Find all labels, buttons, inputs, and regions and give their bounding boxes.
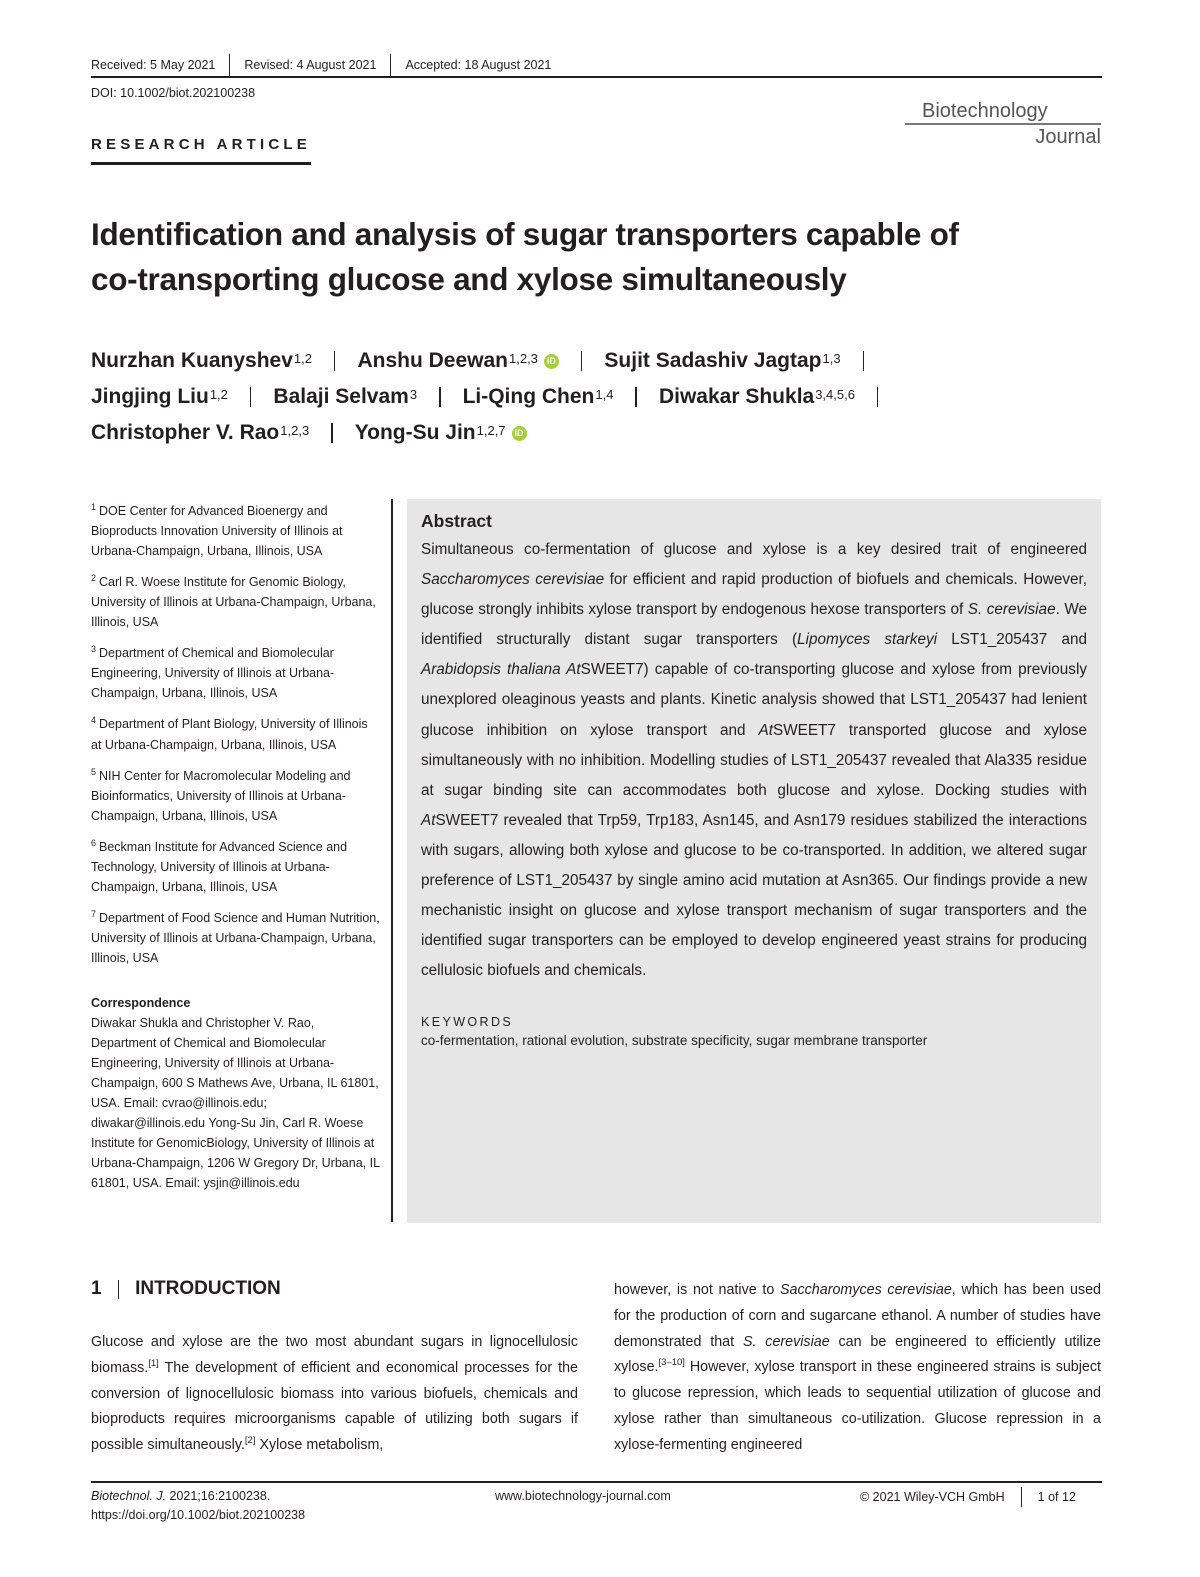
body-run: however, is not native to xyxy=(614,1282,781,1298)
keywords-heading: KEYWORDS xyxy=(421,1015,514,1030)
abstract-run: . We identified structurally distant sugar transporters ( xyxy=(421,601,1088,649)
footer-right xyxy=(860,1487,1076,1507)
author-affil-sup: 1,4 xyxy=(595,387,614,402)
body-run: Glucose and xylose are the two most abundant sugars in lignocellulosic biomass. xyxy=(91,1334,578,1376)
body-run: However, xylose transport in these engineered strains is subject to glucose repression, which leads to sequential utilization of glucose and xylose rather than simultaneous co-utilization. Glucose repression in a xylose-fermenting engineered xyxy=(614,1359,1101,1453)
revised-date: Revised: 4 August 2021 xyxy=(244,58,377,72)
abstract-box xyxy=(407,499,1101,1223)
author-name[interactable]: Jingjing Liu xyxy=(91,385,209,408)
author-row xyxy=(91,343,1101,379)
header-rule xyxy=(91,76,1102,78)
divider xyxy=(439,387,441,407)
body-run: Xylose metabolism, xyxy=(255,1437,384,1454)
affiliation-text: DOE Center for Advanced Bioenergy and Bioproducts Innovation University of Illinois at Urbana-Champaign, Urbana, Illinois, USA xyxy=(91,504,343,559)
abstract-italic: Saccharomyces cerevisiae xyxy=(421,571,605,589)
abstract-italic: Lipomyces starkeyi xyxy=(797,631,938,649)
affiliation-number: 3 xyxy=(91,644,97,655)
affiliation-number: 4 xyxy=(91,715,97,726)
abstract-italic: Arabidopsis thaliana At xyxy=(421,661,581,679)
title-line: co-transporting glucose and xylose simultaneously xyxy=(91,261,847,297)
author-name[interactable]: Balaji Selvam xyxy=(273,385,409,408)
affiliation xyxy=(91,762,381,826)
divider xyxy=(635,387,637,407)
abstract-run: LST1_205437 and xyxy=(937,631,1087,649)
author-affil-sup: 1,2 xyxy=(293,351,312,366)
author-name[interactable]: Li-Qing Chen xyxy=(462,385,595,408)
section-title: INTRODUCTION xyxy=(135,1278,281,1299)
received-date: Received: 5 May 2021 xyxy=(91,58,216,72)
divider xyxy=(331,423,333,443)
author-affil-sup: 1,2,3 xyxy=(280,423,310,438)
correspondence-heading: Correspondence xyxy=(91,996,191,1011)
body-run: , which has been used for the production of corn and sugarcane ethanol. A number of studies have demonstrated that xyxy=(614,1282,1101,1350)
affiliation-number: 6 xyxy=(91,837,97,848)
article-type-underline xyxy=(91,162,311,165)
abstract-run: SWEET7 transported glucose and xylose simultaneously with no inhibition. Modelling studies of LST1_205437 revealed that Ala335 residue at sugar binding site can accommodates both glucose and xylose. Docking studies with xyxy=(421,721,1087,799)
journal-abbrev: Biotechnol. J. xyxy=(91,1489,167,1503)
logo-word-1: Biotechnology xyxy=(922,100,1048,122)
citation-ref[interactable]: [1] xyxy=(148,1358,159,1370)
affiliations xyxy=(91,497,381,1193)
body-run: can be engineered to efficiently utilize xylose. xyxy=(614,1333,1101,1376)
correspondence xyxy=(91,993,381,1193)
page-number: 1 of 12 xyxy=(1037,1489,1076,1504)
author-affil-sup: 3,4,5,6 xyxy=(815,387,855,402)
author-row xyxy=(91,415,1101,451)
intro-column-left xyxy=(91,1330,578,1459)
affiliation-number: 1 xyxy=(91,502,97,512)
section-number: 1 xyxy=(91,1278,102,1299)
divider xyxy=(390,54,391,76)
citation-ref[interactable]: [2] xyxy=(244,1435,256,1447)
author-affil-sup: 1,2,7 xyxy=(476,423,506,438)
author-affil-sup: 1,2 xyxy=(209,387,228,402)
footer-rule xyxy=(91,1481,1102,1483)
divider xyxy=(863,351,865,371)
orcid-icon[interactable]: iD xyxy=(544,354,559,369)
author-name[interactable]: Sujit Sadashiv Jagtap xyxy=(604,349,822,372)
author-name[interactable]: Nurzhan Kuanyshev xyxy=(91,349,293,372)
author-affil-sup: 1,2,3 xyxy=(509,351,538,366)
keywords-text: co-fermentation, rational evolution, substrate specificity, sugar membrane transporter xyxy=(421,1033,928,1049)
affiliation-text: NIH Center for Macromolecular Modeling and Bioinformatics, University of Illinois at Urbana-Champaign, Urbana, Illinois, USA xyxy=(91,768,351,823)
logo-bar xyxy=(905,123,1101,125)
affiliation-text: Beckman Institute for Advanced Science and Technology, University of Illinois at Urbana-Champaign, Urbana, Illinois, USA xyxy=(91,839,348,894)
affiliation-number: 7 xyxy=(91,908,97,919)
author-row xyxy=(91,379,1101,415)
body-italic: S. cerevisiae xyxy=(742,1333,830,1350)
logo-word-2: Journal xyxy=(1035,126,1101,148)
citation-details: 2021;16:2100238. xyxy=(166,1489,271,1503)
divider xyxy=(250,387,252,407)
abstract-italic: At xyxy=(421,811,436,829)
affiliation-text: Department of Chemical and Biomolecular Engineering, University of Illinois at Urbana-Champaign, Urbana, Illinois, USA xyxy=(91,646,335,701)
copyright: © 2021 Wiley-VCH GmbH xyxy=(860,1489,1005,1504)
body-italic: Saccharomyces cerevisiae xyxy=(780,1282,952,1298)
affiliation xyxy=(91,833,381,897)
abstract-run: for efficient and rapid production of biofuels and chemicals. However, glucose strongly inhibits xylose transport by endogenous hexose transporters of xyxy=(421,571,1087,619)
divider xyxy=(581,351,583,371)
article-dates xyxy=(91,54,551,76)
author-list xyxy=(91,343,1101,451)
divider xyxy=(229,54,230,76)
divider xyxy=(877,387,879,407)
affiliation-number: 5 xyxy=(91,766,97,777)
author-name[interactable]: Anshu Deewan xyxy=(357,349,508,372)
divider xyxy=(334,351,336,371)
author-name[interactable]: Yong-Su Jin xyxy=(354,421,476,444)
correspondence-text: Diwakar Shukla and Christopher V. Rao, Department of Chemical and Biomolecular Engineering, University of Illinois at Urbana-Champaign, 600 S Mathews Ave, Urbana, IL 61801, USA. Email: cvrao@illinois.edu; diwakar@illinois.edu Yong-Su Jin, Carl R. Woese Institute for GenomicBiology, University of Illinois at Urbana-Champaign, 1206 W Gregory Dr, Urbana, IL 61801, USA. Email: ysjin@illinois.edu xyxy=(91,1016,380,1191)
author-affil-sup: 3 xyxy=(409,387,418,402)
intro-column-right xyxy=(614,1278,1101,1459)
abstract-run: Simultaneous co-fermentation of glucose and xylose is a key desired trait of engineered xyxy=(421,541,1087,558)
orcid-icon[interactable]: iD xyxy=(512,426,527,441)
body-run: The development of efficient and economical processes for the conversion of lignocellulosic biomass into various biofuels, chemicals and bioproducts requires microorganisms capable of utilizing both sugars if possible simultaneously. xyxy=(91,1359,578,1454)
affiliation xyxy=(91,568,381,632)
column-divider xyxy=(391,499,393,1222)
divider xyxy=(1021,1487,1022,1507)
abstract-text xyxy=(421,535,1087,986)
affiliation-text: Department of Food Science and Human Nutrition, University of Illinois at Urbana-Champaign, Urbana, Illinois, USA xyxy=(91,911,380,966)
affiliation xyxy=(91,710,381,754)
title-line: Identification and analysis of sugar transporters capable of xyxy=(91,216,959,252)
affiliation-text: Carl R. Woese Institute for Genomic Biology, University of Illinois at Urbana-Champaign, Urbana, Illinois, USA xyxy=(91,575,376,630)
abstract-italic: At xyxy=(758,721,773,739)
affiliation xyxy=(91,639,381,703)
article-title xyxy=(91,212,1091,302)
author-name[interactable]: Diwakar Shukla xyxy=(658,385,815,408)
doi: DOI: 10.1002/biot.202100238 xyxy=(91,86,256,100)
journal-website[interactable]: www.biotechnology-journal.com xyxy=(495,1489,671,1503)
doi-link[interactable]: https://doi.org/10.1002/biot.202100238 xyxy=(91,1508,306,1522)
abstract-run: SWEET7) capable of co-transporting glucose and xylose from previously unexplored oleaginous yeasts and plants. Kinetic analysis showed that LST1_205437 had lenient glucose inhibition on xylose transport and xyxy=(421,661,1087,739)
affiliation-text: Department of Plant Biology, University of Illinois at Urbana-Champaign, Urbana, Illinois, USA xyxy=(91,717,368,752)
abstract-heading: Abstract xyxy=(421,511,492,531)
footer-citation xyxy=(91,1487,305,1525)
affiliation xyxy=(91,497,381,561)
author-name[interactable]: Christopher V. Rao xyxy=(91,421,280,444)
article-type: RESEARCH ARTICLE xyxy=(91,136,311,153)
abstract-run: SWEET7 revealed that Trp59, Trp183, Asn145, and Asn179 residues stabilized the interactions with sugars, allowing both xylose and glucose to be co-transported. In addition, we altered sugar preference of LST1_205437 by single amino acid mutation at Asn365. Our findings provide a new mechanistic insight on glucose and xylose transport mechanism of sugar transporters and the identified sugar transporters can be employed to develop engineered yeast strains for producing cellulosic biofuels and chemicals. xyxy=(421,811,1087,980)
abstract-italic: S. cerevisiae xyxy=(967,601,1056,619)
section-heading xyxy=(91,1278,281,1300)
affiliation-number: 2 xyxy=(91,573,97,584)
accepted-date: Accepted: 18 August 2021 xyxy=(405,58,552,72)
author-affil-sup: 1,3 xyxy=(822,351,841,366)
affiliation xyxy=(91,904,381,968)
divider xyxy=(118,1280,120,1299)
journal-logo xyxy=(900,100,1101,148)
citation-ref[interactable]: [3–10] xyxy=(658,1357,685,1369)
